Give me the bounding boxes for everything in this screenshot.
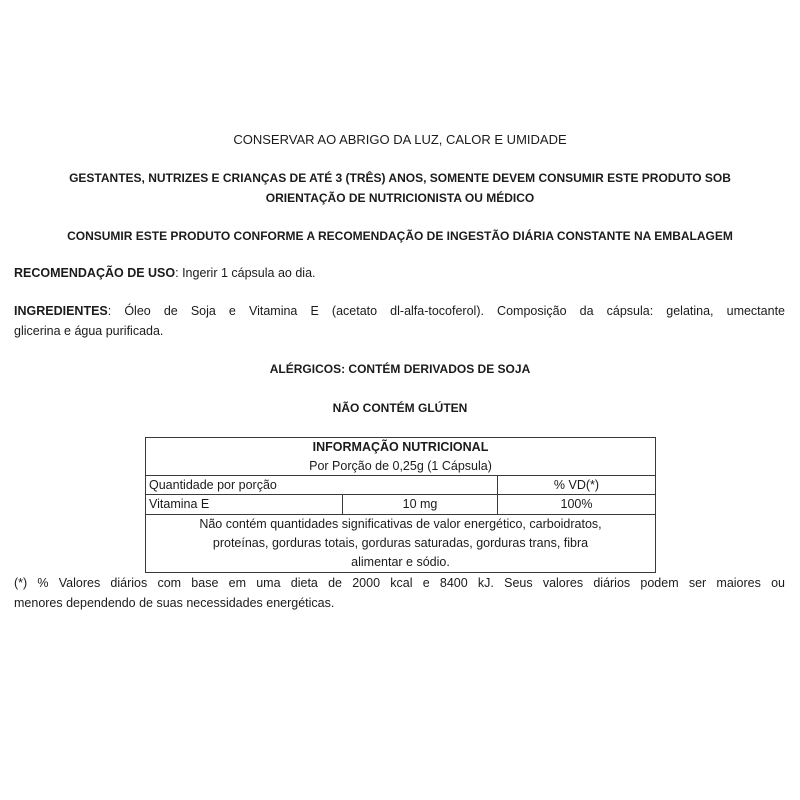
ingredients-text-1: : Óleo de Soja e Vitamina E (acetato dl-alfa-tocoferol). Composição da cápsula: gelatina, umectante — [107, 304, 785, 318]
nutrition-table — [145, 437, 656, 573]
ingredients-line-2 — [14, 323, 785, 340]
warning-line-1: GESTANTES, NUTRIZES E CRIANÇAS DE ATÉ 3 (TRÊS) ANOS, SOMENTE DEVEM CONSUMIR ESTE PRODUTO SOB — [69, 171, 731, 185]
column-header-dv: % VD(*) — [498, 476, 656, 495]
usage-recommendation — [14, 265, 785, 282]
nutrient-name: Vitamina E — [146, 495, 343, 515]
nutrition-table-header-cell — [146, 438, 656, 476]
note-line-2: proteínas, gorduras totais, gorduras saturadas, gorduras trans, fibra — [212, 536, 589, 550]
nutrition-table-note-row — [146, 515, 656, 573]
storage-instruction: CONSERVAR AO ABRIGO DA LUZ, CALOR E UMIDADE — [233, 132, 567, 147]
column-header-amount: Quantidade por porção — [146, 476, 498, 495]
note-line-3: alimentar e sódio. — [351, 555, 450, 569]
ingredients-text-2: glicerina e água purificada. — [14, 324, 164, 338]
usage-label: RECOMENDAÇÃO DE USO — [14, 266, 176, 280]
ingredients-line-1 — [14, 303, 785, 320]
ingredients-label: INGREDIENTES — [14, 304, 108, 318]
nutrition-table-title: INFORMAÇÃO NUTRICIONAL — [312, 440, 489, 454]
nutrition-table-serving: Por Porção de 0,25g (1 Cápsula) — [309, 459, 492, 473]
allergen-notice: ALÉRGICOS: CONTÉM DERIVADOS DE SOJA — [269, 362, 531, 376]
footnote-line-2: menores dependendo de suas necessidades energéticas. — [14, 596, 335, 610]
nutrient-amount: 10 mg — [343, 495, 498, 515]
gluten-notice: NÃO CONTÉM GLÚTEN — [332, 401, 468, 415]
footnote-line-1: (*) % Valores diários com base em uma dieta de 2000 kcal e 8400 kJ. Seus valores diários podem ser maiores ou — [14, 576, 785, 590]
consume-notice: CONSUMIR ESTE PRODUTO CONFORME A RECOMENDAÇÃO DE INGESTÃO DIÁRIA CONSTANTE NA EMBALAGEM — [67, 229, 733, 243]
table-row — [146, 495, 656, 515]
note-line-1: Não contém quantidades significativas de valor energético, carboidratos, — [199, 517, 602, 531]
usage-text: : Ingerir 1 cápsula ao dia. — [175, 266, 316, 280]
nutrient-dv: 100% — [498, 495, 656, 515]
warning-line-2: ORIENTAÇÃO DE NUTRICIONISTA OU MÉDICO — [265, 191, 535, 205]
nutrition-table-header-row — [146, 438, 656, 476]
nutrition-table-note-cell — [146, 515, 656, 573]
nutrition-table-column-header-row — [146, 476, 656, 495]
